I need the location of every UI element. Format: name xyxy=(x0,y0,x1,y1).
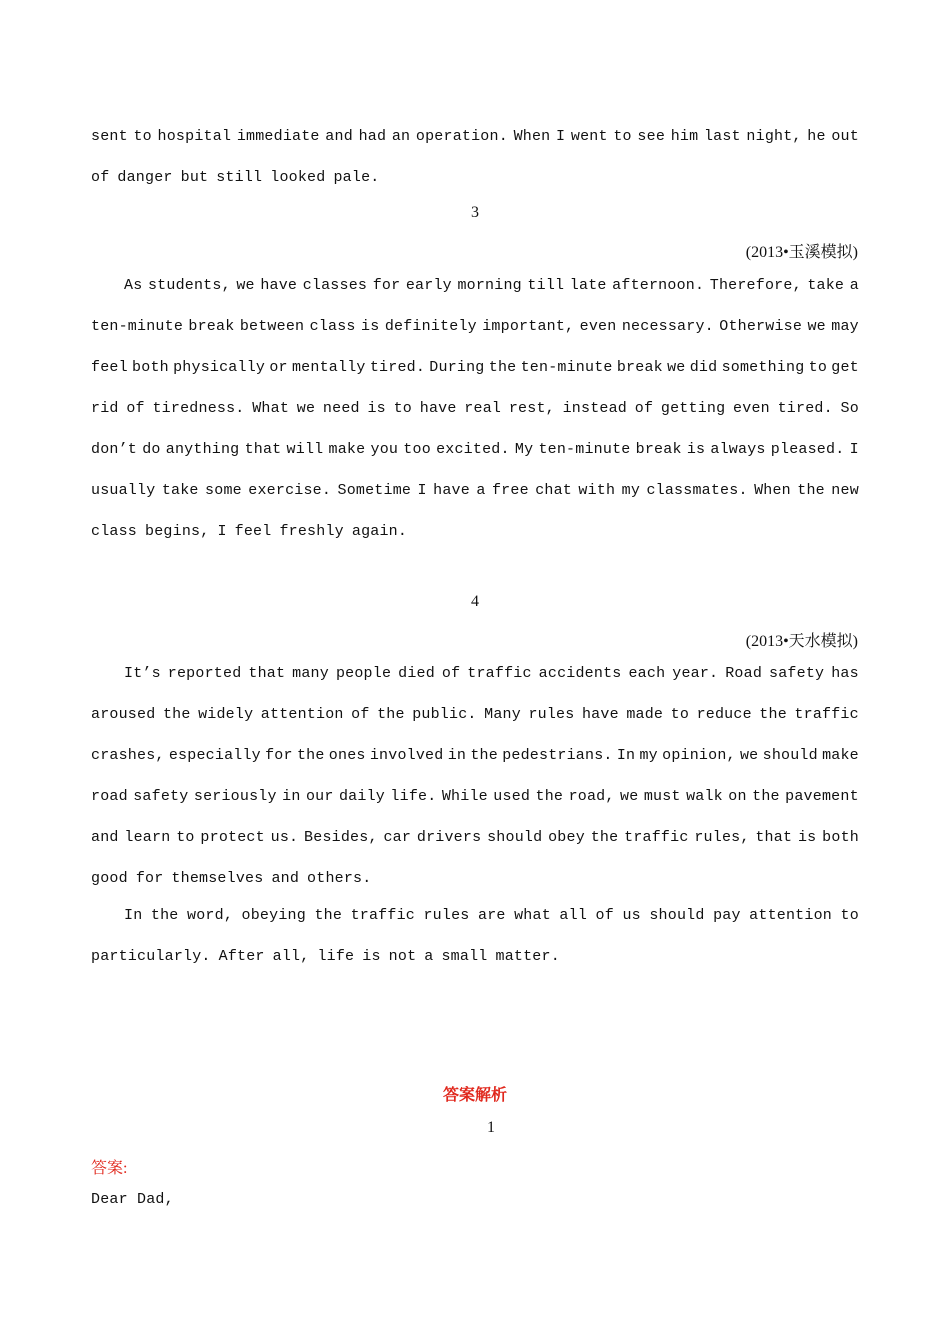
section-3-source: (2013•玉溪模拟) xyxy=(745,244,858,261)
text-line: of danger but still looked pale. xyxy=(91,169,380,186)
text-line: class begins, I feel freshly again. xyxy=(91,523,408,540)
section-4-number: 4 xyxy=(471,593,479,610)
text-line: As students, we have classes for early morning till late afternoon. Therefore, take a xyxy=(124,277,859,294)
paragraph-top xyxy=(91,116,859,198)
text-line: road safety seriously in our daily life. While used the road, we must walk on the pavement xyxy=(91,788,859,805)
answers-heading: 答案解析 xyxy=(442,1087,507,1104)
text-line: good for themselves and others. xyxy=(91,870,372,887)
text-line: sent to hospital immediate and had an operation. When I went to see him last night, he out xyxy=(91,128,859,145)
section-4-source: (2013•天水模拟) xyxy=(745,633,858,650)
answer-greeting: Dear Dad, xyxy=(91,1191,174,1208)
text-line: feel both physically or mentally tired. During the ten-minute break we did something to get xyxy=(91,359,859,376)
text-line: don’t do anything that will make you too excited. My ten-minute break is always pleased. I xyxy=(91,441,859,458)
text-line: particularly. After all, life is not a small matter. xyxy=(91,948,560,965)
answer-number: 1 xyxy=(487,1119,495,1136)
section-4-paragraph-2 xyxy=(91,895,859,977)
section-3-paragraph xyxy=(91,265,859,552)
text-line: and learn to protect us. Besides, car drivers should obey the traffic rules, that is both xyxy=(91,829,859,846)
text-line: rid of tiredness. What we need is to have real rest, instead of getting even tired. So xyxy=(91,400,859,417)
text-line: usually take some exercise. Sometime I have a free chat with my classmates. When the new xyxy=(91,482,859,499)
section-3-number: 3 xyxy=(471,204,479,221)
section-4-paragraph-1 xyxy=(91,653,859,899)
text-line: In the word, obeying the traffic rules are what all of us should pay attention to xyxy=(124,907,859,924)
answer-label: 答案: xyxy=(91,1160,128,1177)
text-line: ten-minute break between class is definitely important, even necessary. Otherwise we may xyxy=(91,318,859,335)
text-line: crashes, especially for the ones involved in the pedestrians. In my opinion, we should make xyxy=(91,747,859,764)
text-line: It’s reported that many people died of traffic accidents each year. Road safety has xyxy=(124,665,859,682)
text-line: aroused the widely attention of the public. Many rules have made to reduce the traffic xyxy=(91,706,859,723)
